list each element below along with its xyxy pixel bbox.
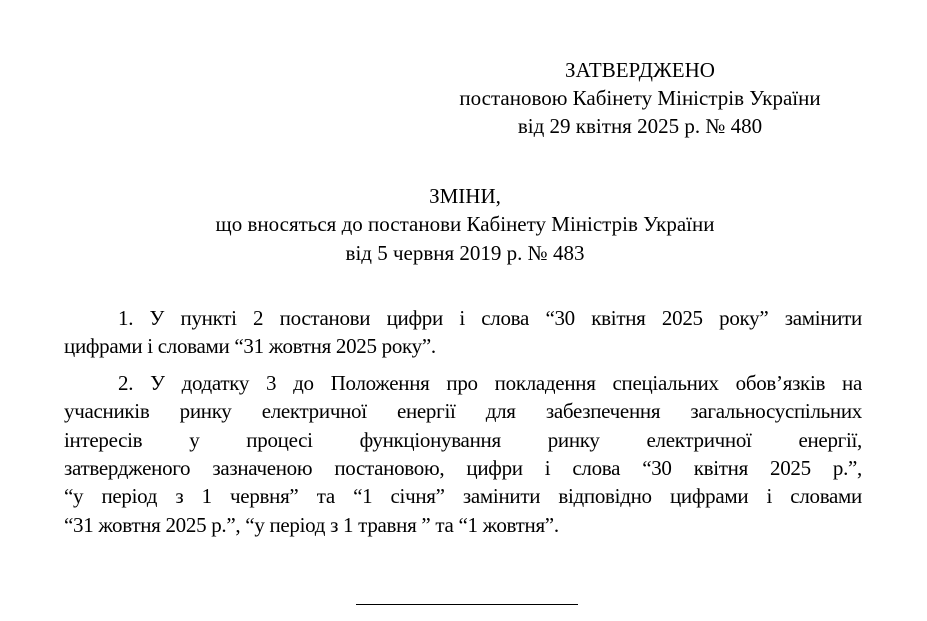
approval-title: ЗАТВЕРДЖЕНО xyxy=(565,58,715,82)
paragraph-line: “31 жовтня 2025 р.”, “у період з 1 травня ” та “1 жовтня”. xyxy=(64,513,559,537)
paragraph-line: затвердженого зазначеною постановою, цифри і слова “30 квітня 2025 р.”, xyxy=(64,456,862,480)
end-separator-line xyxy=(356,604,578,605)
paragraph-line: учасників ринку електричної енергії для забезпечення загальносуспільних xyxy=(64,399,862,423)
paragraph-line: 1. У пункті 2 постанови цифри і слова “30 квітня 2025 року” замінити xyxy=(118,306,862,330)
approval-line-1: постановою Кабінету Міністрів України xyxy=(459,86,821,110)
paragraph-line: “у період з 1 червня” та “1 січня” замінити відповідно цифрами і словами xyxy=(64,484,862,508)
approval-line-2: від 29 квітня 2025 р. № 480 xyxy=(517,114,763,138)
heading-line-1: що вносяться до постанови Кабінету Міністрів України xyxy=(215,212,715,236)
heading-title: ЗМІНИ, xyxy=(429,184,501,208)
paragraph-line: цифрами і словами “31 жовтня 2025 року”. xyxy=(64,334,436,358)
paragraph-line: 2. У додатку 3 до Положення про покладення спеціальних обов’язків на xyxy=(118,371,862,395)
paragraph-line: інтересів у процесі функціонування ринку електричної енергії, xyxy=(64,428,862,452)
heading-line-2: від 5 червня 2019 р. № 483 xyxy=(345,241,585,265)
